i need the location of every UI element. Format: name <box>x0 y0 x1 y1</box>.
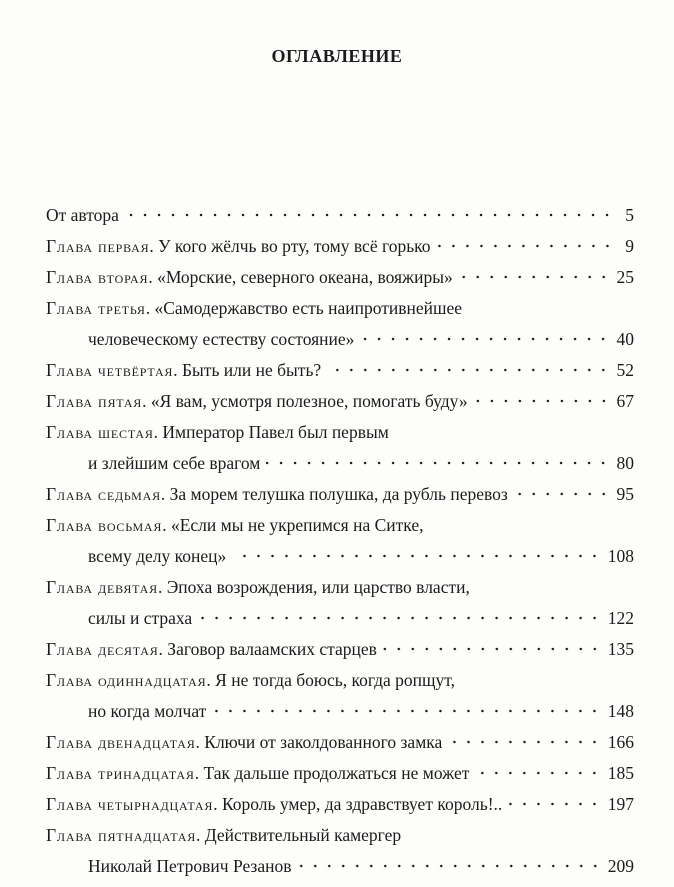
toc-entry-text <box>88 851 292 882</box>
toc-line <box>46 510 634 541</box>
toc-line <box>46 231 634 262</box>
chapter-label: Глава одиннадцатая <box>46 670 207 690</box>
chapter-title: От автора <box>46 205 119 225</box>
toc-entry <box>46 200 634 231</box>
page-number: 185 <box>607 763 634 783</box>
toc-entry <box>46 820 634 882</box>
toc-line <box>46 572 634 603</box>
toc-entry-text: Глава двенадцатая. Ключи от заколдованного замка <box>46 732 443 752</box>
page-number: 25 <box>616 267 634 287</box>
chapter-title: «Самодержавство есть наипротивнейшее <box>154 298 463 318</box>
toc-line <box>46 541 634 572</box>
page-number: 197 <box>607 794 634 814</box>
chapter-title: Быть или не быть? <box>181 360 322 380</box>
chapter-title: но когда молчат <box>88 701 207 721</box>
chapter-title: и злейшим себе врагом <box>88 453 261 473</box>
page-number: 67 <box>616 391 634 411</box>
chapter-label: Глава восьмая <box>46 515 163 535</box>
chapter-title: «Я вам, усмотря полезное, помогать буду» <box>150 391 468 411</box>
toc-line <box>46 386 634 417</box>
dot-leader <box>474 399 611 403</box>
toc-entry-text <box>88 324 354 355</box>
toc-entry <box>46 417 634 479</box>
chapter-label: Глава пятая <box>46 391 143 411</box>
toc-entry-text: Глава тринадцатая. Так дальше продолжаться не может <box>46 763 470 783</box>
toc-entry <box>46 262 634 293</box>
toc-line <box>46 727 634 758</box>
chapter-label: Глава десятая <box>46 639 159 659</box>
toc-entry <box>46 231 634 262</box>
chapter-title: Король умер, да здравствует король!.. <box>221 794 503 814</box>
chapter-title: человеческому естеству состояние» <box>88 329 355 349</box>
dot-leader <box>475 771 601 775</box>
page-number: 9 <box>625 236 634 256</box>
dot-leader <box>266 461 610 465</box>
chapter-title: Император Павел был первым <box>162 422 389 442</box>
toc-line <box>46 479 634 510</box>
chapter-label: Глава пятнадцатая <box>46 825 197 845</box>
dot-leader <box>383 647 602 651</box>
page-number: 52 <box>616 360 634 380</box>
dot-leader <box>437 244 614 248</box>
chapter-title: «Если мы не укрепимся на Ситке, <box>170 515 424 535</box>
chapter-title: «Морские, северного океана, вояжиры» <box>157 267 453 287</box>
toc-entry-text: Глава пятнадцатая. Действительный камергер <box>46 825 402 845</box>
dot-leader <box>448 740 601 744</box>
dot-leader <box>125 213 614 217</box>
toc-entry <box>46 665 634 727</box>
toc-line <box>46 696 634 727</box>
dot-leader <box>198 616 602 620</box>
toc-entry <box>46 355 634 386</box>
page-number: 122 <box>607 608 634 628</box>
toc-line <box>46 262 634 293</box>
toc-entry-text <box>46 200 119 231</box>
toc-line <box>46 324 634 355</box>
chapter-label: Глава четвёртая <box>46 360 174 380</box>
toc-entry-text: Глава седьмая. За морем телушка полушка, да рубль перевоз <box>46 484 508 504</box>
chapter-label: Глава третья <box>46 298 146 318</box>
toc-line <box>46 851 634 882</box>
dot-leader <box>508 802 601 806</box>
page-title: ОГЛАВЛЕНИЕ <box>271 46 403 66</box>
page-number: 166 <box>607 732 634 752</box>
chapter-title: У кого жёлчь во рту, тому всё горько <box>158 236 431 256</box>
dot-leader <box>298 864 602 868</box>
dot-leader <box>514 492 611 496</box>
chapter-label: Глава первая <box>46 236 150 256</box>
toc-entry-text: Глава одиннадцатая. Я не тогда боюсь, когда ропщут, <box>46 670 455 690</box>
page-number: 40 <box>616 329 634 349</box>
page-number: 80 <box>616 453 634 473</box>
chapter-title: Я не тогда боюсь, когда ропщут, <box>215 670 455 690</box>
toc-line <box>46 355 634 386</box>
toc-entry <box>46 386 634 417</box>
toc-line <box>46 634 634 665</box>
chapter-label: Глава вторая <box>46 267 149 287</box>
toc-entry <box>46 758 634 789</box>
toc-entry-text <box>88 696 206 727</box>
toc-entry-text: Глава вторая. «Морские, северного океана, вояжиры» <box>46 267 453 287</box>
page-number: 95 <box>616 484 634 504</box>
chapter-label: Глава девятая <box>46 577 158 597</box>
toc-line <box>46 758 634 789</box>
toc-entry-text: Глава третья. «Самодержавство есть наипротивнейшее <box>46 298 463 318</box>
dot-leader <box>212 709 601 713</box>
chapter-label: Глава четырнадцатая <box>46 794 214 814</box>
toc-line <box>46 417 634 448</box>
toc-line <box>46 200 634 231</box>
dot-leader <box>360 337 610 341</box>
table-of-contents <box>46 200 634 882</box>
toc-line <box>46 603 634 634</box>
toc-line <box>46 789 634 820</box>
toc-line <box>46 820 634 851</box>
chapter-title: Заговор валаамских старцев <box>167 639 377 659</box>
toc-entry <box>46 634 634 665</box>
chapter-title: Ключи от заколдованного замка <box>204 732 443 752</box>
page-number: 209 <box>607 856 634 876</box>
toc-entry-text: Глава первая. У кого жёлчь во рту, тому всё горько <box>46 236 431 256</box>
chapter-title: Николай Петрович Резанов <box>88 856 292 876</box>
toc-entry-text <box>88 603 192 634</box>
toc-entry-text: Глава девятая. Эпоха возрождения, или царство власти, <box>46 577 470 597</box>
toc-entry <box>46 479 634 510</box>
chapter-title: силы и страха <box>88 608 193 628</box>
chapter-title: За морем телушка полушка, да рубль перевоз <box>169 484 508 504</box>
toc-entry <box>46 572 634 634</box>
dot-leader <box>459 275 611 279</box>
toc-entry <box>46 727 634 758</box>
chapter-title: Эпоха возрождения, или царство власти, <box>166 577 470 597</box>
toc-entry-text <box>88 448 260 479</box>
toc-entry-text: Глава восьмая. «Если мы не укрепимся на Ситке, <box>46 515 424 535</box>
toc-line <box>46 448 634 479</box>
toc-entry-text <box>88 541 226 572</box>
toc-entry <box>46 510 634 572</box>
page-number: 5 <box>625 205 634 225</box>
chapter-title: Так дальше продолжаться не может <box>203 763 470 783</box>
chapter-label: Глава седьмая <box>46 484 161 504</box>
page-number: 108 <box>607 546 634 566</box>
chapter-title: Действительный камергер <box>204 825 402 845</box>
toc-entry-text: Глава четвёртая. Быть или не быть? <box>46 360 322 380</box>
dot-leader <box>232 554 602 558</box>
toc-entry <box>46 789 634 820</box>
page-number: 148 <box>607 701 634 721</box>
dot-leader <box>327 368 610 372</box>
toc-entry-text: Глава пятая. «Я вам, усмотря полезное, помогать буду» <box>46 391 468 411</box>
chapter-title: всему делу конец» <box>88 546 227 566</box>
chapter-label: Глава двенадцатая <box>46 732 196 752</box>
toc-line <box>46 293 634 324</box>
toc-entry-text: Глава десятая. Заговор валаамских старцев <box>46 639 377 659</box>
toc-entry-text: Глава шестая. Император Павел был первым <box>46 422 389 442</box>
toc-entry-text: Глава четырнадцатая. Король умер, да здравствует король!.. <box>46 794 503 814</box>
page-number: 135 <box>607 639 634 659</box>
toc-entry <box>46 293 634 355</box>
chapter-label: Глава тринадцатая <box>46 763 195 783</box>
toc-line <box>46 665 634 696</box>
chapter-label: Глава шестая <box>46 422 154 442</box>
